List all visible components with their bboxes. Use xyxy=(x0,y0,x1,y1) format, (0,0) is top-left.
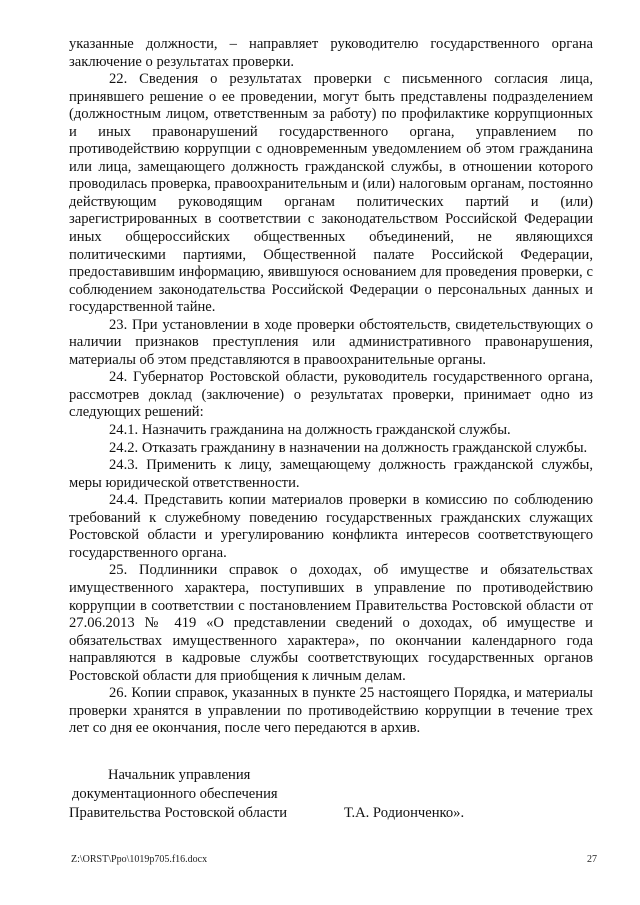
document-body xyxy=(69,36,593,738)
paragraph-continuation: указанные должности, – направляет руководителю государственного органа заключение о результатах проверки. xyxy=(69,36,593,70)
paragraph-25: 25. Подлинники справок о доходах, об имуществе и обязательствах имущественного характера, поступивших в управление по противодействию коррупции в соответствии с постановлением Правительства Ростовской области от 27.06.2013 № 419 «О представлении сведений о доходах, об имуществе и обязательствах имущественного характера», по окончании календарного года направляются в кадровые службы соответствующих государственных органов Ростовской области для приобщения к личным делам. xyxy=(69,562,593,684)
paragraph-22: 22. Сведения о результатах проверки с письменного согласия лица, принявшего решение о ее проведении, могут быть представлены подразделением (должностным лицом, ответственным за работу) по профилактике коррупционных и иных правонарушений государственного органа, управлением по противодействию коррупции с одновременным уведомлением об этом гражданина или лица, замещающего должность гражданской службы, в отношении которого проводилась проверка, правоохранительным и (или) налоговым органам, постоянно действующим руководящим органам политических партий и (или) зарегистрированных в соответствии с законодательством Российской Федерации иных общероссийских общественных объединений, не являющихся политическими партиями, Общественной палате Российской Федерации, предоставившим информацию, явившуюся основанием для проведения проверки, с соблюдением законодательства Российской Федерации о персональных данных и государственной тайне. xyxy=(69,71,593,316)
paragraph-24-4: 24.4. Представить копии материалов проверки в комиссию по соблюдению требований к служебному поведению государственных гражданских служащих Ростовской области и урегулированию конфликта интересов соответствующего государственного органа. xyxy=(69,492,593,561)
paragraph-24-2: 24.2. Отказать гражданину в назначении на должность гражданской службы. xyxy=(109,439,588,456)
file-path: Z:\ORST\Ppo\1019p705.f16.docx xyxy=(71,854,208,865)
signature-title-line2: документационного обеспечения xyxy=(72,786,278,802)
page-number: 27 xyxy=(587,854,597,865)
paragraph-26: 26. Копии справок, указанных в пункте 25 настоящего Порядка, и материалы проверки хранятся в управлении по противодействию коррупции в течение трех лет со дня ее окончания, после чего передаются в архив. xyxy=(69,685,593,737)
signature-row xyxy=(69,804,593,823)
paragraph-23: 23. При установлении в ходе проверки обстоятельств, свидетельствующих о наличии признаков преступления или административного правонарушения, материалы об этом представляются в правоохранительные органы. xyxy=(69,316,593,368)
paragraph-24: 24. Губернатор Ростовской области, руководитель государственного органа, рассмотрев доклад (заключение) о результатах проверки, принимает одно из следующих решений: xyxy=(69,369,593,421)
signature-title-line3: Правительства Ростовской области xyxy=(69,805,288,821)
paragraph-24-1: 24.1. Назначить гражданина на должность гражданской службы. xyxy=(109,422,511,439)
signature-title-line1: Начальник управления xyxy=(108,767,251,783)
paragraph-24-3: 24.3. Применить к лицу, замещающему должность гражданской службы, меры юридической ответственности. xyxy=(69,457,593,491)
page-footer xyxy=(71,854,597,865)
signature-block xyxy=(69,766,593,823)
signatory-name: Т.А. Родионченко». xyxy=(344,805,465,821)
